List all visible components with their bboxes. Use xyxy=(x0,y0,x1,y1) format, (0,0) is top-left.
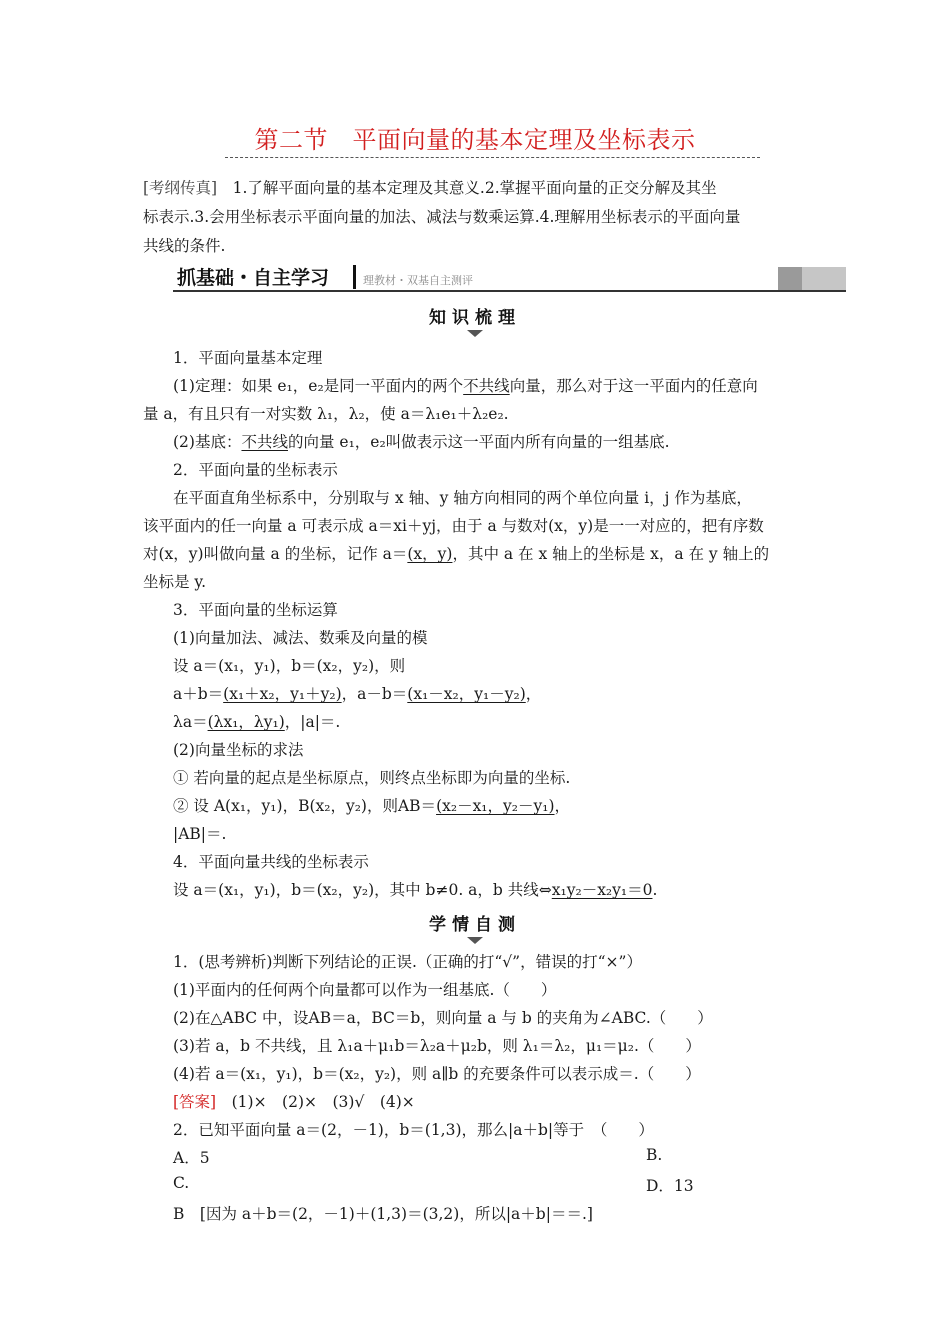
para-line-2: 该平面内的任一向量 a 可表示成 a＝xi＋yj，由于 a 与数对(x，y)是一一对应的，把有序数 xyxy=(143,517,764,535)
text: ， xyxy=(554,797,571,815)
section-heading-self-test xyxy=(0,910,950,944)
text: 对(x，y)叫做向量 a 的坐标，记作 a＝ xyxy=(143,545,408,563)
question-item: (3)若 a，b 不共线，且 λ₁a＋μ₁b＝λ₂a＋μ₂b，则 λ₁＝λ₂，μ₁＝μ₂.（ ） xyxy=(173,1037,701,1055)
option-row xyxy=(173,1146,853,1168)
option-b: B. xyxy=(646,1146,663,1164)
question-item: (4)若 a＝(x₁，y₁)，b＝(x₂，y₂)，则 a∥b 的充要条件可以表示成＝.（ ） xyxy=(173,1065,701,1083)
option-d: D．13 xyxy=(646,1177,694,1195)
text: . xyxy=(652,881,658,899)
option-row xyxy=(173,1174,853,1195)
formula-line xyxy=(173,682,853,704)
formula-line xyxy=(173,878,853,900)
question-item: (2)在△ABC 中，设AB＝a，BC＝b，则向量 a 与 b 的夹角为∠ABC.（ ） xyxy=(173,1009,713,1027)
text: ，|a|＝. xyxy=(284,713,341,731)
para-line-4: 坐标是 y. xyxy=(143,573,207,591)
banner-block-light xyxy=(802,267,846,290)
question-item: (1)平面内的任何两个向量都可以作为一组基底.（ ） xyxy=(173,981,557,999)
section-heading-text: 知识梳理 xyxy=(429,308,521,328)
banner-title: 抓基础・自主学习 xyxy=(177,267,330,289)
section-heading-text: 学情自测 xyxy=(429,915,521,935)
answer-text: (1)× (2)× (3)√ (4)× xyxy=(216,1093,415,1111)
text: ，a－b＝ xyxy=(341,685,408,703)
formula-line xyxy=(173,794,853,816)
answer-line xyxy=(173,1090,853,1112)
formula-line: |AB|＝. xyxy=(173,825,227,843)
question-2: 2．已知平面向量 a＝(2，－1)，b＝(1,3)，那么|a＋b|等于 （ ） xyxy=(173,1121,654,1139)
solution-line: B [因为 a＋b＝(2，－1)＋(1,3)＝(3,2)，所以|a＋b|＝＝.] xyxy=(173,1205,593,1223)
text: λa＝ xyxy=(173,713,208,731)
option-a: A．5 xyxy=(173,1149,210,1167)
formula-line: 设 a＝(x₁，y₁)，b＝(x₂，y₂)，则 xyxy=(173,657,406,675)
text: ，其中 a 在 x 轴上的坐标是 x，a 在 y 轴上的 xyxy=(452,545,770,563)
blank-answer: (λx₁，λy₁) xyxy=(207,713,285,731)
triangle-down-icon xyxy=(467,330,483,337)
title-divider xyxy=(225,157,760,158)
banner-separator xyxy=(353,265,356,289)
syllabus-tag: [考纲传真] xyxy=(143,179,218,197)
banner-block-dark xyxy=(778,267,802,290)
banner-subtitle: 理教材・双基自主测评 xyxy=(363,274,473,287)
section-banner xyxy=(173,263,846,293)
blank-answer: (x，y) xyxy=(407,545,453,563)
theorem-line-2: 量 a，有且只有一对实数 λ₁，λ₂，使 a＝λ₁e₁＋λ₂e₂. xyxy=(143,405,509,423)
page-title: 第二节 平面向量的基本定理及坐标表示 xyxy=(254,126,696,154)
blank-answer: (x₁＋x₂，y₁＋y₂) xyxy=(223,685,342,703)
sub-heading: (2)向量坐标的求法 xyxy=(173,741,304,759)
heading-4: 4．平面向量共线的坐标表示 xyxy=(173,853,369,871)
syllabus-text-1: 1.了解平面向量的基本定理及其意义.2.掌握平面向量的正交分解及其坐 xyxy=(232,179,717,197)
formula-line: ① 若向量的起点是坐标原点，则终点坐标即为向量的坐标. xyxy=(173,769,571,787)
text: (1)定理：如果 e₁，e₂是同一平面内的两个 xyxy=(173,377,464,395)
text: (2)基底： xyxy=(173,433,242,451)
text: 的向量 e₁，e₂叫做表示这一平面内所有向量的一组基底. xyxy=(287,433,670,451)
option-c: C. xyxy=(173,1174,190,1192)
banner-rule xyxy=(173,290,846,292)
blank-answer: (x₂－x₁，y₂－y₁) xyxy=(436,797,555,815)
syllabus-line-1 xyxy=(143,174,811,203)
formula-line xyxy=(173,710,853,732)
theorem-line xyxy=(173,374,853,396)
para-line-1: 在平面直角坐标系中，分别取与 x 轴、y 轴方向相同的两个单位向量 i，j 作为基底， xyxy=(173,489,752,507)
heading-1: 1．平面向量基本定理 xyxy=(173,349,323,367)
heading-3: 3．平面向量的坐标运算 xyxy=(173,601,338,619)
syllabus-text-2: 标表示.3.会用坐标表示平面向量的加法、减法与数乘运算.4.理解用坐标表示的平面向量 xyxy=(143,208,741,226)
text: ， xyxy=(525,685,542,703)
text: ② 设 A(x₁，y₁)，B(x₂，y₂)，则AB＝ xyxy=(173,797,437,815)
text: 向量，那么对于这一平面内的任意向 xyxy=(509,377,758,395)
blank-answer: (x₁－x₂，y₁－y₂) xyxy=(407,685,526,703)
text: 设 a＝(x₁，y₁)，b＝(x₂，y₂)，其中 b≠0. a，b 共线⇔ xyxy=(173,881,552,899)
heading-2: 2．平面向量的坐标表示 xyxy=(173,461,338,479)
question-1: 1．(思考辨析)判断下列结论的正误.（正确的打“√”，错误的打“×”） xyxy=(173,953,642,971)
section-heading-knowledge xyxy=(0,303,950,337)
para-line-3 xyxy=(143,542,823,564)
basis-line xyxy=(173,430,853,452)
triangle-down-icon xyxy=(467,937,483,944)
syllabus-paragraph xyxy=(143,174,811,261)
blank-answer: 不共线 xyxy=(463,377,510,395)
blank-answer: 不共线 xyxy=(241,433,288,451)
syllabus-text-3: 共线的条件. xyxy=(143,237,226,255)
text: a＋b＝ xyxy=(173,685,224,703)
sub-heading: (1)向量加法、减法、数乘及向量的模 xyxy=(173,629,428,647)
answer-tag: [答案] xyxy=(173,1093,217,1111)
blank-answer: x₁y₂－x₂y₁＝0 xyxy=(551,881,653,899)
